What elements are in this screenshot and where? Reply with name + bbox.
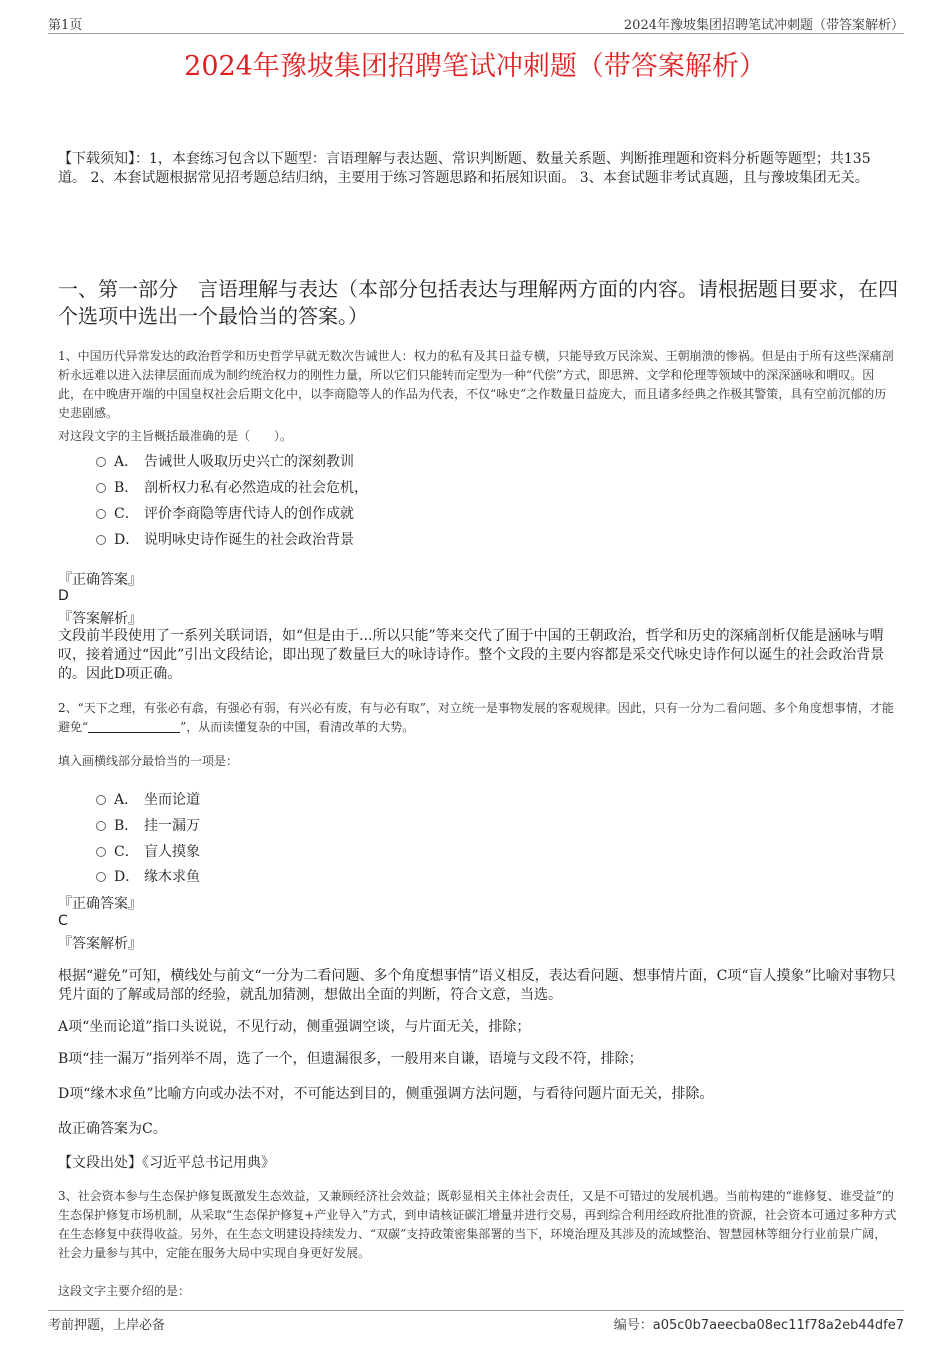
radio-icon[interactable] (96, 483, 106, 493)
q2-question: 填入画横线部分最恰当的一项是： (58, 754, 239, 768)
q1-analysis-heading: 『答案解析』 (58, 611, 142, 627)
section-heading: 一、第一部分 言语理解与表达（本部分包括表达与理解两方面的内容。请根据题目要求，在四个选项中选出一个最恰当的答案。） (58, 277, 898, 328)
download-notice: 【下载须知】：1，本套练习包含以下题型：言语理解与表达题、常识判断题、数量关系题、判断推理题和资料分析题等题型；共135道。 2、本套试题根据常见招考题总结归纳，主要用于练习答题思路和拓展知识面。 3、本套试题非考试真题，且与豫坡集团无关。 (58, 151, 871, 186)
footer-code: 编号：a05c0b7aeecba08ec11f78a2eb44dfe7 (613, 1318, 904, 1333)
fill-blank (88, 720, 180, 733)
footer-divider (48, 1310, 904, 1311)
header-page-label: 第1页 (48, 18, 83, 33)
radio-icon[interactable] (96, 535, 106, 545)
q1-question: 对这段文字的主旨概括最准确的是（ ）。 (58, 429, 293, 443)
radio-icon[interactable] (96, 457, 106, 467)
q2-option-b[interactable]: B． 挂一漏万 (96, 815, 200, 835)
q3-question: 这段文字主要介绍的是： (58, 1284, 191, 1298)
q2-analysis-heading: 『答案解析』 (58, 936, 142, 952)
footer-slogan: 考前押题，上岸必备 (48, 1318, 166, 1333)
radio-icon[interactable] (96, 509, 106, 519)
q2-analysis-para: B项“挂一漏万”指列举不周，选了一个，但遗漏很多，一般用来自谦，语境与文段不符，排除； (58, 1051, 643, 1067)
q2-option-d[interactable]: D． 缘木求鱼 (96, 866, 200, 886)
radio-icon[interactable] (96, 847, 106, 857)
q2-analysis-para: 根据“避免”可知，横线处与前文“一分为二看问题、多个角度想事情”语义相反，表达看问题、想事情片面，C项“盲人摸象”比喻对事物只凭片面的了解或局部的经验，就乱加猜测，想做出全面的判断，符合文意，当选。 (58, 968, 896, 1003)
header-doc-title: 2024年豫坡集团招聘笔试冲刺题（带答案解析） (623, 18, 904, 33)
page-title: 2024年豫坡集团招聘笔试冲刺题（带答案解析） (184, 51, 766, 82)
q2-option-a[interactable]: A． 坐而论道 (96, 789, 200, 809)
q1-option-d[interactable]: D． 说明咏史诗作诞生的社会政治背景 (96, 529, 354, 549)
q1-option-a[interactable]: A． 告诫世人吸取历史兴亡的深刻教训 (96, 451, 354, 471)
q2-analysis-para: 故正确答案为C。 (58, 1121, 167, 1137)
q2-stem: 2、“天下之理，有张必有翕，有强必有弱，有兴必有废，有与必有取”，对立统一是事物发展的客观规律。因此，只有一分为二看问题、多个角度想事情，才能避免“ ”，从而读懂复杂的中国，看清改革的大势。 (58, 701, 894, 734)
header-divider (48, 33, 904, 34)
q1-option-b[interactable]: B． 剖析权力私有必然造成的社会危机， (96, 477, 368, 497)
q2-answer-heading: 『正确答案』 (58, 896, 142, 912)
q2-analysis-para: A项“坐而论道”指口头说说，不见行动，侧重强调空谈，与片面无关，排除； (58, 1019, 531, 1035)
q1-answer: D (58, 588, 69, 604)
q2-source: 【文段出处】《习近平总书记用典》 (58, 1155, 275, 1171)
radio-icon[interactable] (96, 872, 106, 882)
radio-icon[interactable] (96, 795, 106, 805)
q2-analysis-para: D项“缘木求鱼”比喻方向或办法不对，不可能达到目的，侧重强调方法问题，与看待问题片面无关，排除。 (58, 1086, 714, 1102)
q1-option-c[interactable]: C． 评价李商隐等唐代诗人的创作成就 (96, 503, 354, 523)
q2-answer: C (58, 913, 68, 929)
radio-icon[interactable] (96, 821, 106, 831)
q3-stem: 3、社会资本参与生态保护修复既激发生态效益，又兼顾经济社会效益；既彰显相关主体社会责任，又是不可错过的发展机遇。当前构建的“谁修复、谁受益”的生态保护修复市场机制，从采取“生态保护修复+产业导入”方式，到申请核证碳汇增量并进行交易，再到综合利用经政府批准的资源，社会资本可通过多种方式在生态修复中获得收益。另外，在生态文明建设持续发力、“双碳”支持政策密集部署的当下，环境治理及其涉及的流域整治、智慧园林等细分行业前景广阔，社会力量参与其中，定能在服务大局中实现自身更好发展。 (58, 1189, 897, 1260)
q1-analysis: 文段前半段使用了一系列关联词语，如“但是由于...所以只能”等来交代了囿于中国的王朝政治，哲学和历史的深痛剖析仅能是涵咏与喟叹，接着通过“因此”引出文段结论，即出现了数量巨大的咏诗诗作。整个文段的主要内容都是采交代咏史诗作何以诞生的社会政治背景的。因此D项正确。 (58, 628, 885, 682)
q1-stem: 1、中国历代异常发达的政治哲学和历史哲学早就无数次告诫世人：权力的私有及其日益专横，只能导致万民涂炭、王朝崩溃的惨祸。但是由于所有这些深痛剖析永远难以进入法律层面而成为制约统治权力的刚性力量，所以它们只能转而定型为一种“代偿”方式，即思辨、文学和伦理等领域中的深深涵咏和喟叹。因此，在中晚唐开端的中国皇权社会后期文化中，以李商隐等人的作品为代表，不仅“咏史”之作数量日益庞大，而且诸多经典之作极其警策，具有空前沉郁的历史悲剧感。 (58, 349, 894, 420)
q2-option-c[interactable]: C． 盲人摸象 (96, 841, 200, 861)
q1-answer-heading: 『正确答案』 (58, 572, 142, 588)
